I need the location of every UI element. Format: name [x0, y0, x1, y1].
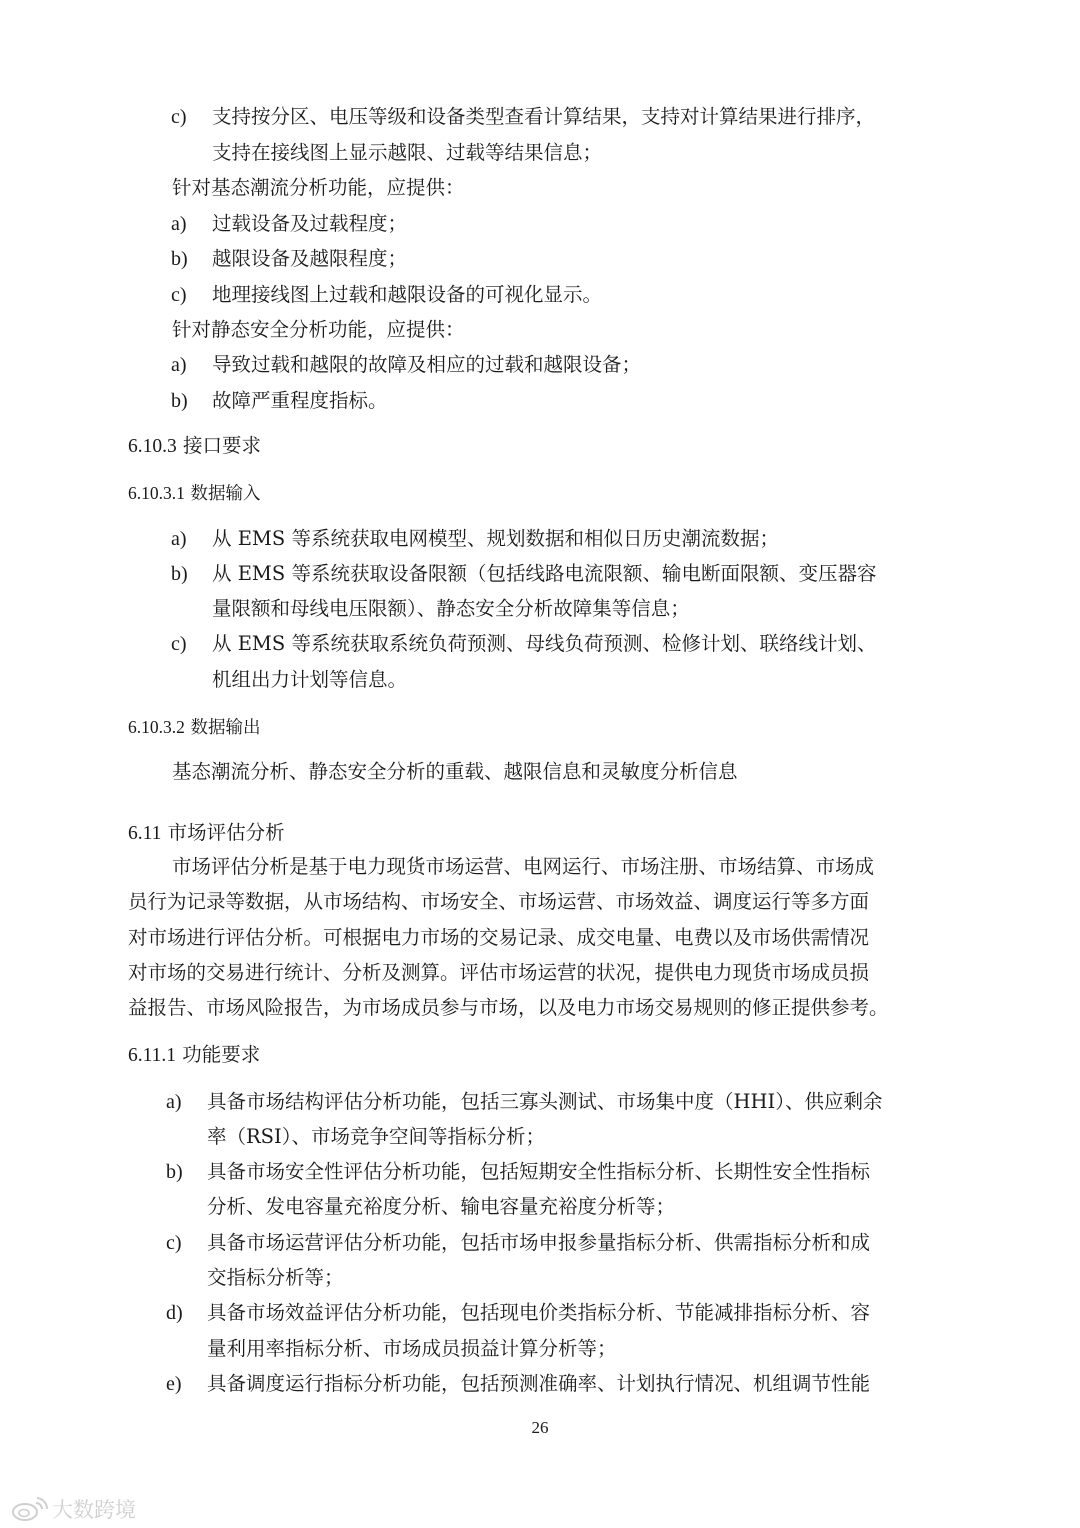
heading-number: 6.11.1 — [128, 1045, 177, 1066]
list-item-text: 从 EMS 等系统获取设备限额（包括线路电流限额、输电断面限额、变压器容 — [212, 562, 877, 585]
list-label: b) — [166, 1161, 183, 1183]
heading-title: 数据输入 — [190, 484, 261, 504]
list-label: e) — [166, 1373, 182, 1395]
heading-number: 6.10.3.2 — [128, 717, 185, 737]
list-item-text: 支持按分区、电压等级和设备类型查看计算结果，支持对计算结果进行排序， — [212, 105, 876, 128]
heading-title: 功能要求 — [182, 1043, 261, 1066]
list-label: a) — [171, 354, 187, 376]
subsection-heading — [128, 481, 260, 506]
paragraph-cont: 对市场的交易进行统计、分析及测算。评估市场运营的状况，提供电力现货市场成员损 — [128, 961, 870, 984]
list-label: a) — [171, 213, 187, 235]
heading-title: 数据输出 — [190, 718, 261, 738]
list-item-text-cont: 量限额和母线电压限额）、静态安全分析故障集等信息； — [212, 597, 690, 620]
list-item-text: 具备市场运营评估分析功能，包括市场申报参量指标分析、供需指标分析和成 — [207, 1231, 871, 1254]
list-label: c) — [166, 1232, 182, 1254]
paragraph: 针对静态安全分析功能，应提供： — [172, 318, 465, 341]
list-item-text: 导致过载和越限的故障及相应的过载和越限设备； — [212, 353, 642, 376]
list-label: a) — [171, 528, 187, 550]
paragraph: 市场评估分析是基于电力现货市场运营、电网运行、市场注册、市场结算、市场成 — [172, 855, 875, 878]
weibo-logo-icon — [10, 1495, 48, 1523]
list-item-text: 过载设备及过载程度； — [212, 212, 408, 235]
list-item-text: 具备市场安全性评估分析功能，包括短期安全性指标分析、长期性安全性指标 — [207, 1160, 871, 1183]
subsection-heading — [128, 715, 260, 740]
list-item-text: 地理接线图上过载和越限设备的可视化显示。 — [212, 283, 603, 306]
list-item-text-cont: 分析、发电容量充裕度分析、输电容量充裕度分析等； — [207, 1195, 676, 1218]
section-heading — [128, 434, 261, 459]
list-label: b) — [171, 390, 188, 412]
paragraph: 基态潮流分析、静态安全分析的重载、越限信息和灵敏度分析信息 — [172, 760, 738, 783]
list-label: c) — [171, 284, 187, 306]
list-item-text: 从 EMS 等系统获取电网模型、规划数据和相似日历史潮流数据； — [212, 527, 779, 550]
list-item-text-cont: 机组出力计划等信息。 — [212, 668, 408, 691]
list-item-text: 具备市场结构评估分析功能，包括三寡头测试、市场集中度（HHI）、供应剩余 — [207, 1090, 883, 1113]
subsection-heading — [128, 1043, 260, 1068]
list-item-text: 具备市场效益评估分析功能，包括现电价类指标分析、节能减排指标分析、容 — [207, 1301, 871, 1324]
list-item-text: 具备调度运行指标分析功能，包括预测准确率、计划执行情况、机组调节性能 — [207, 1372, 871, 1395]
page-number: 26 — [531, 1418, 549, 1437]
list-item-text-cont: 量利用率指标分析、市场成员损益计算分析等； — [207, 1337, 617, 1360]
list-item-text: 从 EMS 等系统获取系统负荷预测、母线负荷预测、检修计划、联络线计划、 — [212, 632, 877, 655]
list-item-text-cont: 率（RSI）、市场竞争空间等指标分析； — [207, 1125, 545, 1148]
list-item-text-cont: 支持在接线图上显示越限、过载等结果信息； — [212, 141, 603, 164]
section-heading — [128, 821, 285, 846]
list-item-text-cont: 交指标分析等； — [207, 1266, 344, 1289]
watermark — [10, 1494, 136, 1524]
list-item-text: 故障严重程度指标。 — [212, 389, 388, 412]
paragraph-cont: 益报告、市场风险报告，为市场成员参与市场，以及电力市场交易规则的修正提供参考。 — [128, 996, 889, 1019]
paragraph-cont: 员行为记录等数据，从市场结构、市场安全、市场运营、市场效益、调度运行等多方面 — [128, 890, 870, 913]
heading-number: 6.11 — [128, 823, 162, 844]
paragraph: 针对基态潮流分析功能，应提供： — [172, 176, 465, 199]
list-label: b) — [171, 563, 188, 585]
list-label: c) — [171, 633, 187, 655]
heading-title: 接口要求 — [182, 434, 261, 457]
list-label: c) — [171, 106, 187, 128]
heading-number: 6.10.3.1 — [128, 483, 185, 503]
list-label: b) — [171, 248, 188, 270]
list-label: d) — [166, 1302, 183, 1324]
list-item-text: 越限设备及越限程度； — [212, 247, 408, 270]
watermark-text: 大数跨境 — [52, 1498, 136, 1522]
heading-title: 市场评估分析 — [167, 821, 285, 844]
paragraph-cont: 对市场进行评估分析。可根据电力市场的交易记录、成交电量、电费以及市场供需情况 — [128, 926, 870, 949]
heading-number: 6.10.3 — [128, 436, 177, 457]
list-label: a) — [166, 1091, 182, 1113]
